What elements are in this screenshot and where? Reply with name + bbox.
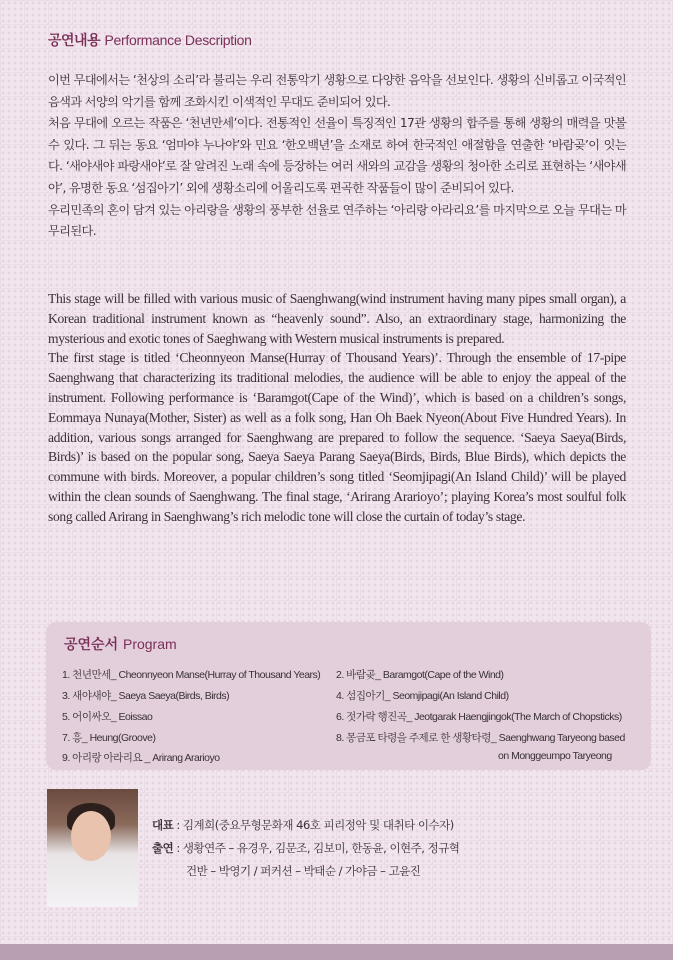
title-ko: 공연내용 — [48, 33, 101, 49]
paragraph: 처음 무대에 오르는 작품은 ‘천년만세’이다. 전통적인 선율이 특징적인 17관 생황의 합주를 통해 생황의 매력을 맛볼 수 있다. 그 뒤는 동요 ‘엄마야 누나야’와 민요 ‘한오백년’을 소재로 하여 한국적인 애절함을 연출한 ‘바람곶’이 잇는다. ‘새야새야 파랑새야’로 잘 알려진 노래 속에 등장하는 여러 새와의 교감을 생황의 청아한 소리로 표현하는 ‘새야새야’, 유명한 동요 ‘섬집아기’ 외에 생황소리에 어울리도록 편곡한 작품들이 많이 준비되어 있다. — [48, 116, 626, 195]
leader-portrait — [47, 789, 138, 907]
description-english — [48, 289, 626, 527]
program-panel — [46, 622, 651, 770]
program-title-ko: 공연순서 — [64, 637, 119, 653]
program-item: 4. 섬집아기_ Seomjipagi(An Island Child) — [336, 690, 509, 702]
paragraph: This stage will be filled with various music of Saenghwang(wind instrument having many pipes small organ), a Korean traditional instrument known as “heavenly sound”. Also, an extraordinary stage, harmonizing the mysterious and exotic tones of Saeghwang with Western musical instruments is prepared. — [48, 291, 626, 346]
program-title — [64, 634, 177, 654]
bottom-bar — [0, 944, 673, 960]
cast-label: 출연 — [152, 841, 174, 855]
portrait-face — [71, 811, 111, 861]
program-item-continued: on Monggeumpo Taryeong — [498, 750, 612, 762]
credit-cast — [152, 837, 459, 860]
title-en: Performance Description — [104, 32, 252, 48]
program-item: 9. 아리랑 아라리요 _ Arirang Ararioyo — [62, 752, 220, 764]
paragraph: The first stage is titled ‘Cheonnyeon Manse(Hurray of Thousand Years)’. Through the ensemble of 17-pipe Saenghwang that characterizing its traditional melodies, the audience will be able to enjoy the appeal of the instrument. Following performance is ‘Baramgot(Cape of the Wind)’, which is based on a children’s songs, Eommaya Nunaya(Mother, Sister) as well as a folk song, Han Oh Baek Nyeon(About Five Hundred Years). In addition, various songs arranged for Saenghwang are prepared to follow the sequence. ‘Saeya Saeya(Birds, Birds)’ is based on the popular song, Saeya Saeya Parang Saeya(Birds, Birds, Blue Birds), which depicts the commune with birds. Moreover, a popular children’s song titled ‘Seomjipagi(An Island Child)’ will be played within the clean sounds of Saenghwang. The final stage, ‘Arirang Ararioyo’; playing Korea’s most soulful folk song called Arirang in Saenghwang’s rich melodic tone will close the curtain of today’s stage. — [48, 350, 626, 524]
program-item: 7. 흥_ Heung(Groove) — [62, 732, 156, 744]
program-title-en: Program — [122, 636, 177, 652]
paragraph: 이번 무대에서는 ‘천상의 소리’라 불리는 우리 전통악기 생황으로 다양한 음악을 선보인다. 생황의 신비롭고 이국적인 음색과 서양의 악기를 함께 조화시킨 이색적인 무대도 준비되어 있다. — [48, 73, 626, 109]
cast-line-1: : 생황연주 – 유경우, 김문조, 김보미, 한동윤, 이현주, 정규혁 — [176, 841, 460, 855]
credit-leader — [152, 814, 459, 837]
leader-label: 대표 — [152, 818, 174, 832]
paragraph: 우리민족의 혼이 담겨 있는 아리랑을 생황의 풍부한 선율로 연주하는 ‘아리랑 아라리요’를 마지막으로 오늘 무대는 마무리된다. — [48, 202, 626, 239]
credits — [152, 814, 459, 883]
description-korean — [48, 70, 626, 243]
program-item: 8. 몽금포 타령을 주제로 한 생황타령_ Saenghwang Taryeong based — [336, 732, 625, 744]
cast-line-2: 건반 – 박영기 / 퍼커션 – 박태순 / 가야금 – 고윤진 — [186, 864, 421, 878]
program-item: 6. 젓가락 행진곡_ Jeotgarak Haengjingok(The March of Chopsticks) — [336, 711, 622, 723]
program-item: 2. 바람곶_ Baramgot(Cape of the Wind) — [336, 669, 504, 681]
program-item: 5. 어이싸오_ Eoissao — [62, 711, 153, 723]
leader-value: : 김계희(중요무형문화재 46호 피리정악 및 대취타 이수자) — [176, 818, 454, 832]
program-item: 1. 천년만세_ Cheonnyeon Manse(Hurray of Thousand Years) — [62, 669, 321, 681]
program-item: 3. 새야새야_ Saeya Saeya(Birds, Birds) — [62, 690, 230, 702]
section-title-description — [48, 30, 252, 50]
